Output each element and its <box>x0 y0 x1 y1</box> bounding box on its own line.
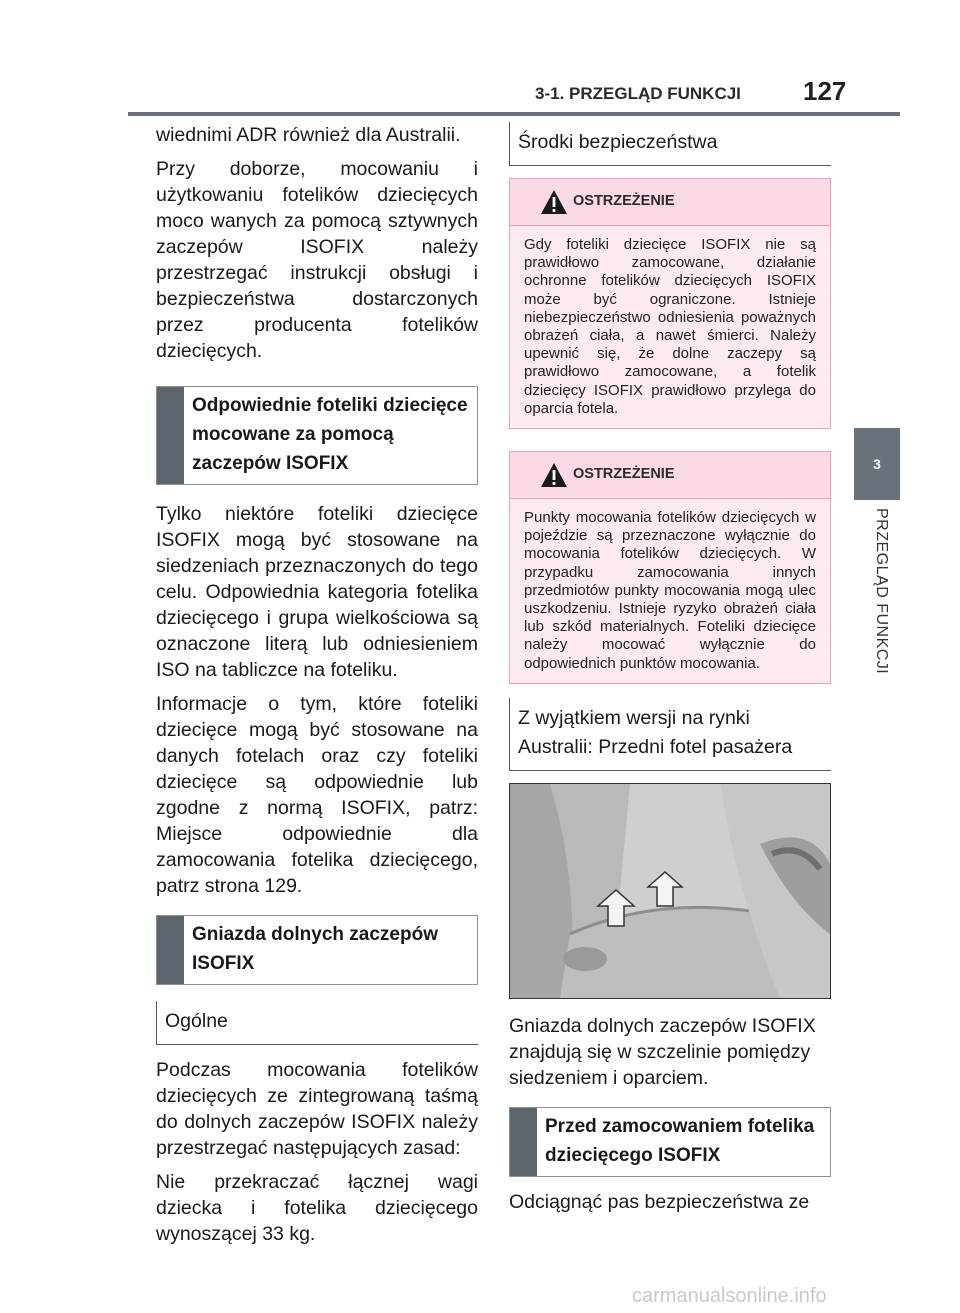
paragraph: Informacje o tym, które foteliki dziecięce mogą być stosowane na danych fotelach oraz czy foteliki dziecięce są odpowiednie lub zgodne z normą ISOFIX, patrz: Miejsce odpowiednie dla zamocowania fotelika dziecięcego, patrz strona 129. <box>156 693 478 897</box>
photo-caption: Gniazda dolnych zaczepów ISOFIX znajdują się w szczelinie pomiędzy siedzeniem i oparciem. <box>509 1014 816 1089</box>
warning-triangle-icon <box>540 462 568 488</box>
left-column <box>156 122 478 1255</box>
paragraph: Przy doborze, mocowaniu i użytkowaniu fotelików dziecięcych moco wanych za pomocą sztywnych zaczepów ISOFIX należy przestrzegać instrukcji obsługi i bezpieczeństwa dostarczonych przez producenta fotelików dziecięcych. <box>156 158 478 362</box>
paragraph: Odciągnąć pas bezpieczeństwa ze <box>509 1190 810 1213</box>
warning-header <box>510 452 830 499</box>
page-number: 127 <box>803 76 847 106</box>
seat-illustration <box>510 784 830 998</box>
heading-bar <box>157 387 184 484</box>
subheading: Z wyjątkiem wersji na rynki Australii: Przedni fotel pasażera <box>509 698 831 771</box>
paragraph: Podczas mocowania fotelików dziecięcych ze zintegrowaną taśmą do dolnych zaczepów ISOFIX należy przestrzegać następujących zasad: <box>156 1059 478 1159</box>
chapter-tab[interactable]: 3 <box>854 428 900 500</box>
warning-box <box>509 178 831 429</box>
warning-triangle-icon <box>540 189 568 215</box>
header-divider <box>128 112 900 116</box>
heading-bar <box>157 916 184 984</box>
warning-title: OSTRZEŻENIE <box>573 466 675 483</box>
warning-box <box>509 451 831 684</box>
heading-text: Gniazda dolnych zaczepów ISOFIX <box>192 924 438 974</box>
warning-title: OSTRZEŻENIE <box>573 193 675 209</box>
section-heading <box>509 1107 831 1177</box>
paragraph: wiednimi ADR również dla Australii. <box>156 124 461 146</box>
heading-bar <box>510 1108 537 1176</box>
warning-header <box>510 179 830 226</box>
section-heading <box>156 915 478 985</box>
warning-text: Punkty mocowania fotelików dziecięcych w pojeździe są przeznaczone wyłącznie do mocowania fotelików dziecięcych. W przypadku zamocowania innych przedmiotów punkty mocowania mogą ulec uszkodzeniu. Istnieje ryzyko obrażeń ciała lub szkód materialnych. Foteliki dziecięce należy mocować wyłącznie do odpowiednich punktów mocowania. <box>510 499 830 683</box>
section-heading <box>156 386 478 485</box>
section-title: 3-1. PRZEGLĄD FUNKCJI <box>535 84 741 103</box>
subheading: Środki bezpieczeństwa <box>509 122 831 166</box>
right-column <box>509 122 831 1223</box>
warning-text: Gdy foteliki dziecięce ISOFIX nie są prawidłowo zamocowane, działanie ochronne fotelików dziecięcych ISOFIX może być ograniczone. Istnieje niebezpieczeństwo odniesienia poważnych obrażeń ciała, a nawet śmierci. Należy upewnić się, że dolne zaczepy są prawidłowo zamocowane, a fotelik dziecięcy ISOFIX prawidłowo przylega do oparcia fotela. <box>510 226 830 428</box>
chapter-label: PRZEGLĄD FUNKCJI <box>873 508 890 675</box>
subheading: Ogólne <box>156 1001 478 1045</box>
heading-text: Przed zamocowaniem fotelika dziecięcego ISOFIX <box>545 1115 815 1166</box>
paragraph: Nie przekraczać łącznej wagi dziecka i fotelika dziecięcego wynoszącej 33 kg. <box>156 1171 478 1245</box>
paragraph: Tylko niektóre foteliki dziecięce ISOFIX mogą być stosowane na siedzeniach przeznaczonych do tego celu. Odpowiednia kategoria fotelika dziecięcego i grupa wielkościowa są oznaczone literą lub odniesieniem ISO na tabliczce na foteliku. <box>156 503 478 681</box>
heading-text: Odpowiednie foteliki dziecięce mocowane za pomocą zaczepów ISOFIX <box>192 395 468 474</box>
watermark: carmanualsonline.info <box>632 1285 827 1307</box>
isofix-photo <box>509 783 831 999</box>
